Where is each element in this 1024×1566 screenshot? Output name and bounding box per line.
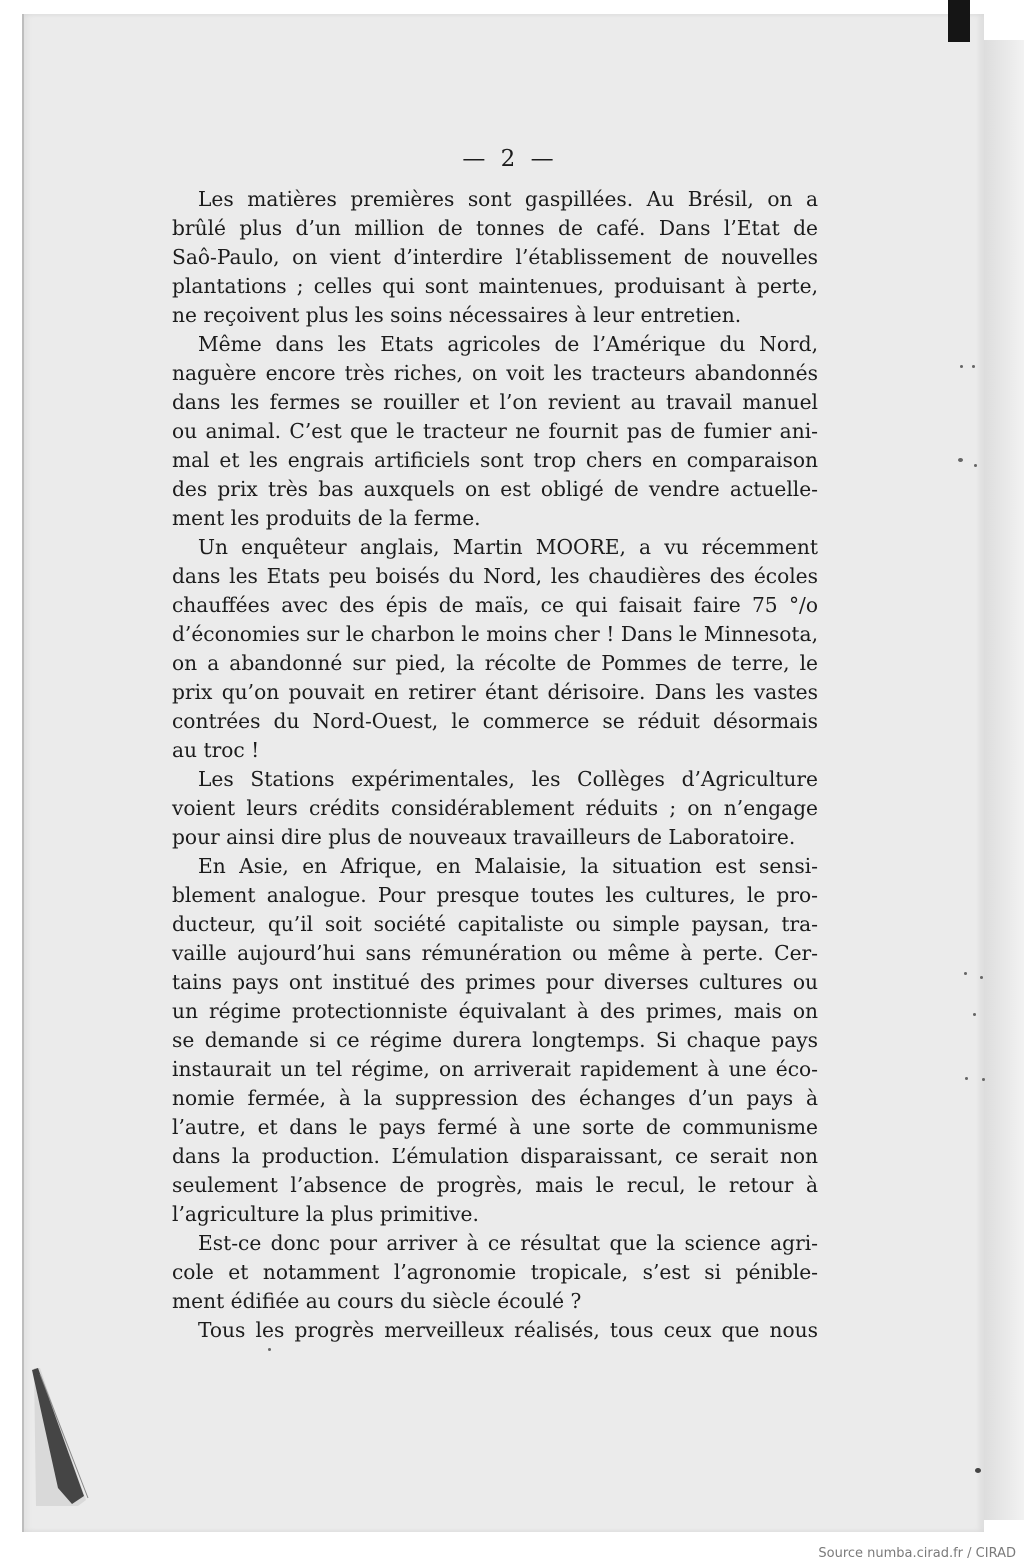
ink-speck	[268, 1348, 271, 1351]
text-line: En Asie, en Afrique, en Malaisie, la situation est sensi-	[198, 854, 818, 878]
text-line: dans les fermes se rouiller et l’on revient au travail manuel	[172, 390, 818, 414]
source-credit: Source numba.cirad.fr / CIRAD	[818, 1546, 1016, 1561]
text-line: se demande si ce régime durera longtemps. Si chaque pays	[172, 1028, 818, 1052]
text-line: ou animal. C’est que le tracteur ne fournit pas de fumier ani-	[172, 419, 818, 443]
text-line: dans la production. L’émulation disparaissant, ce serait non	[172, 1144, 818, 1168]
ink-speck	[965, 1077, 968, 1080]
text-line: tains pays ont institué des primes pour diverses cultures ou	[172, 970, 818, 994]
text-line: seulement l’absence de progrès, mais le recul, le retour à	[172, 1173, 818, 1197]
binding-mark	[948, 0, 970, 42]
text-line: l’agriculture la plus primitive.	[172, 1202, 479, 1226]
ink-speck	[974, 464, 977, 467]
body-text	[172, 185, 818, 1345]
text-line: mal et les engrais artificiels sont trop chers en comparaison	[172, 448, 818, 472]
text-line: plantations ; celles qui sont maintenues, produisant à perte,	[172, 274, 818, 298]
text-line: on a abandonné sur pied, la récolte de Pommes de terre, le	[172, 651, 818, 675]
text-line: Les Stations expérimentales, les Collèges d’Agriculture	[198, 767, 818, 791]
text-line: des prix très bas auxquels on est obligé de vendre actuelle-	[172, 477, 818, 501]
ink-speck	[972, 365, 975, 368]
adjacent-page-edge	[982, 40, 1024, 1520]
text-line: Les matières premières sont gaspillées. Au Brésil, on a	[198, 187, 818, 211]
text-line: blement analogue. Pour presque toutes les cultures, le pro-	[172, 883, 818, 907]
text-line: au troc !	[172, 738, 260, 762]
text-line: ducteur, qu’il soit société capitaliste ou simple paysan, tra-	[172, 912, 818, 936]
text-line: Même dans les Etats agricoles de l’Amérique du Nord,	[198, 332, 818, 356]
ink-speck	[980, 976, 983, 979]
text-line: l’autre, et dans le pays fermé à une sorte de communisme	[172, 1115, 818, 1139]
text-line: nomie fermée, à la suppression des échanges d’un pays à	[172, 1086, 818, 1110]
text-line: voient leurs crédits considérablement réduits ; on n’engage	[172, 796, 818, 820]
text-line: ment édifiée au cours du siècle écoulé ?	[172, 1289, 582, 1313]
text-line: Tous les progrès merveilleux réalisés, tous ceux que nous	[198, 1318, 818, 1342]
ink-speck	[982, 1078, 985, 1081]
text-line: Saô-Paulo, on vient d’interdire l’établissement de nouvelles	[172, 245, 818, 269]
text-line: chauffées avec des épis de maïs, ce qui faisait faire 75 °/o	[172, 593, 818, 617]
text-line: ne reçoivent plus les soins nécessaires à leur entretien.	[172, 303, 742, 327]
text-line: dans les Etats peu boisés du Nord, les chaudières des écoles	[172, 564, 818, 588]
text-line: prix qu’on pouvait en retirer étant dérisoire. Dans les vastes	[172, 680, 818, 704]
ink-speck	[964, 972, 967, 975]
text-line: pour ainsi dire plus de nouveaux travailleurs de Laboratoire.	[172, 825, 796, 849]
text-line: ment les produits de la ferme.	[172, 506, 481, 530]
ink-speck	[973, 1013, 976, 1016]
text-line: un régime protectionniste équivalant à des primes, mais on	[172, 999, 818, 1023]
text-line: naguère encore très riches, on voit les tracteurs abandonnés	[172, 361, 818, 385]
text-line: cole et notamment l’agronomie tropicale, s’est si pénible-	[172, 1260, 818, 1284]
text-line: vaille aujourd’hui sans rémunération ou même à perte. Cer-	[172, 941, 818, 965]
folded-corner	[28, 1368, 98, 1508]
ink-speck	[960, 365, 963, 368]
ink-speck	[958, 458, 963, 462]
text-line: contrées du Nord-Ouest, le commerce se réduit désormais	[172, 709, 818, 733]
ink-speck	[975, 1468, 981, 1473]
text-line: instaurait un tel régime, on arriverait rapidement à une éco-	[172, 1057, 818, 1081]
text-line: brûlé plus d’un million de tonnes de café. Dans l’Etat de	[172, 216, 818, 240]
text-line: Est-ce donc pour arriver à ce résultat que la science agri-	[198, 1231, 818, 1255]
page-number: — 2 —	[462, 146, 558, 172]
text-line: d’économies sur le charbon le moins cher ! Dans le Minnesota,	[172, 622, 818, 646]
text-line: Un enquêteur anglais, Martin MOORE, a vu récemment	[198, 535, 818, 559]
